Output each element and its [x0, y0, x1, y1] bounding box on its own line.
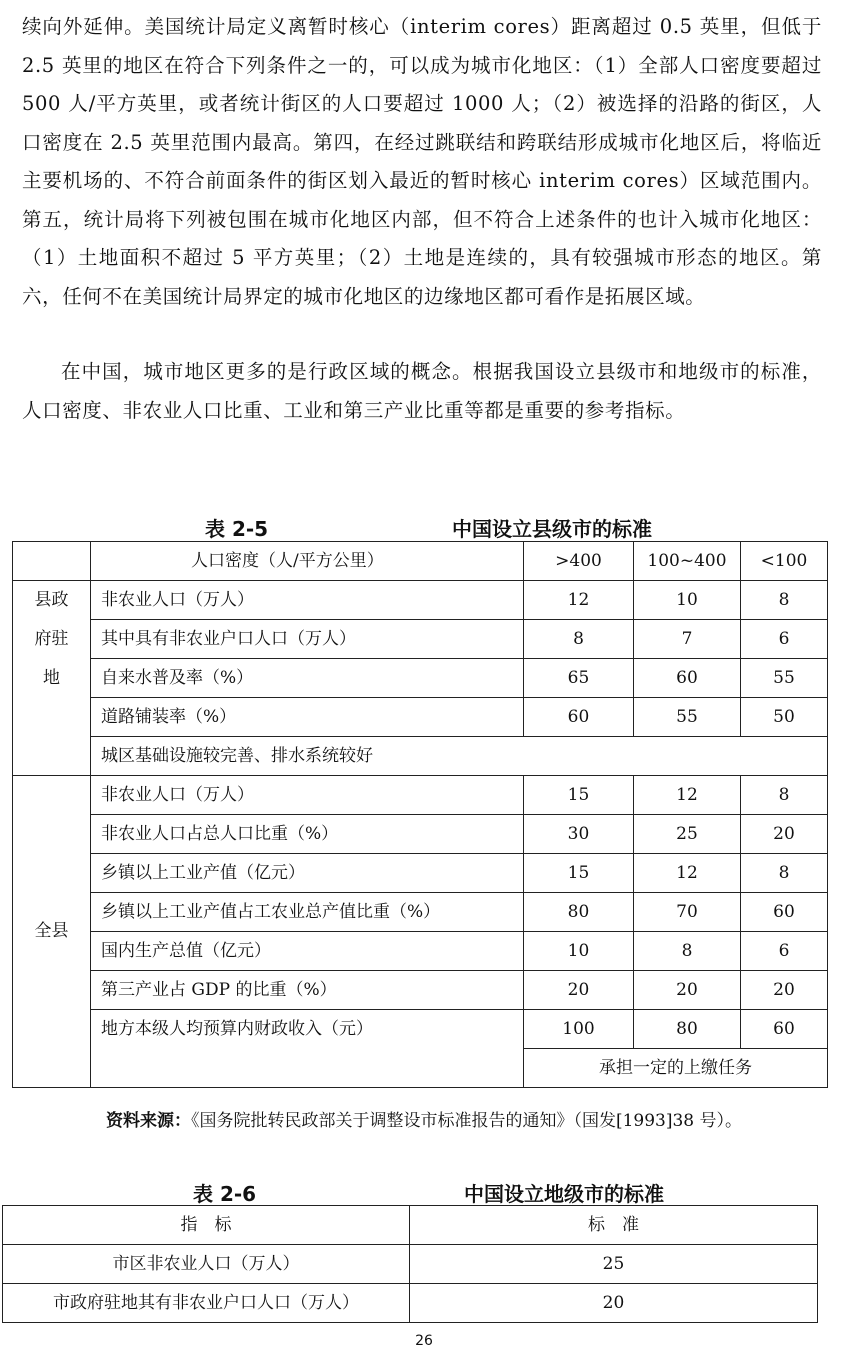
cell-value: 80	[634, 1010, 741, 1049]
density-label: 人口密度（人/平方公里）	[91, 542, 524, 581]
table-row	[13, 893, 828, 932]
cell-value: 60	[741, 1010, 828, 1049]
body-paragraph-2: 在中国，城市地区更多的是行政区域的概念。根据我国设立县级市和地级市的标准，人口密度、非农业人口比重、工业和第三产业比重等都是重要的参考指标。	[22, 360, 822, 422]
cell-value: 20	[524, 971, 634, 1010]
cell-value: 6	[741, 620, 828, 659]
cell-value: 60	[524, 698, 634, 737]
cell-value: 7	[634, 620, 741, 659]
row-label: 乡镇以上工业产值占工农业总产值比重（%）	[91, 893, 524, 932]
table-row	[13, 776, 828, 815]
cell-value: 25	[410, 1245, 818, 1284]
density-col-2: 100~400	[634, 542, 741, 581]
cell-value: 8	[741, 581, 828, 620]
cell-value: 8	[634, 932, 741, 971]
empty-corner-cell	[13, 542, 91, 581]
body-paragraph-1: 续向外延伸。美国统计局定义离暂时核心（interim cores）距离超过 0.5 英里，但低于 2.5 英里的地区在符合下列条件之一的，可以成为城市化地区：（1）全部人口密度要超过 500 人/平方英里，或者统计街区的人口要超过 1000 人；（2）被选择的沿路的街区，人口密度在 2.5 英里范围内最高。第四，在经过跳联结和跨联结形成城市化地区后，将临近主要机场的、不符合前面条件的街区划入最近的暂时核心 interim cores）区域范围内。第五，统计局将下列被包围在城市化地区内部，但不符合上述条件的也计入城市化地区：（1）土地面积不超过 5 平方英里；（2）土地是连续的，具有较强城市形态的地区。第六，任何不在美国统计局界定的城市化地区的边缘地区都可看作是拓展区域。	[22, 15, 822, 308]
table-2-6-title: 中国设立地级市的标准	[464, 1182, 664, 1206]
table-row	[13, 932, 828, 971]
source-note	[0, 1106, 848, 1131]
row-label: 地方本级人均预算内财政收入（元）	[91, 1010, 524, 1088]
cell-value: 55	[634, 698, 741, 737]
cell-value: 8	[524, 620, 634, 659]
cell-value: 20	[634, 971, 741, 1010]
row-label: 国内生产总值（亿元）	[91, 932, 524, 971]
table-row	[3, 1245, 818, 1284]
cell-value: 12	[634, 776, 741, 815]
cell-value: 55	[741, 659, 828, 698]
cell-value: 12	[524, 581, 634, 620]
table-row	[13, 737, 828, 776]
density-col-1: >400	[524, 542, 634, 581]
group2-note: 承担一定的上缴任务	[524, 1049, 828, 1088]
row-label: 非农业人口（万人）	[91, 776, 524, 815]
row-label: 市政府驻地其有非农业户口人口（万人）	[3, 1284, 410, 1323]
table-header-row	[13, 542, 828, 581]
cell-value: 60	[634, 659, 741, 698]
cell-value: 80	[524, 893, 634, 932]
row-label: 非农业人口占总人口比重（%）	[91, 815, 524, 854]
row-label: 乡镇以上工业产值（亿元）	[91, 854, 524, 893]
table-row	[13, 659, 828, 698]
cell-value: 60	[741, 893, 828, 932]
cell-value: 6	[741, 932, 828, 971]
table-row	[13, 971, 828, 1010]
header-standard: 标 准	[410, 1206, 818, 1245]
page-number: 26	[415, 1333, 433, 1349]
table-2-6-label: 表 2-6	[193, 1182, 257, 1206]
table-row	[13, 620, 828, 659]
table-row	[13, 1010, 828, 1049]
cell-value: 15	[524, 854, 634, 893]
cell-value: 70	[634, 893, 741, 932]
table-2-5-title: 中国设立县级市的标准	[452, 517, 652, 541]
group-whole-county: 全县	[13, 776, 91, 1088]
cell-value: 8	[741, 854, 828, 893]
cell-value: 50	[741, 698, 828, 737]
source-label: 资料来源：	[105, 1111, 191, 1131]
table-2-5-label: 表 2-5	[205, 517, 269, 541]
table-row	[13, 854, 828, 893]
table-2-5	[12, 541, 828, 1088]
table-row	[3, 1284, 818, 1323]
density-col-3: <100	[741, 542, 828, 581]
row-label: 道路铺装率（%）	[91, 698, 524, 737]
cell-value: 65	[524, 659, 634, 698]
table-row	[13, 815, 828, 854]
row-label: 市区非农业人口（万人）	[3, 1245, 410, 1284]
cell-value: 20	[741, 815, 828, 854]
cell-value: 12	[634, 854, 741, 893]
table-row	[13, 698, 828, 737]
cell-value: 20	[741, 971, 828, 1010]
group1-note: 城区基础设施较完善、排水系统较好	[91, 737, 828, 776]
cell-value: 10	[524, 932, 634, 971]
table-header-row	[3, 1206, 818, 1245]
cell-value: 20	[410, 1284, 818, 1323]
cell-value: 30	[524, 815, 634, 854]
cell-value: 15	[524, 776, 634, 815]
header-indicator: 指 标	[3, 1206, 410, 1245]
row-label: 非农业人口（万人）	[91, 581, 524, 620]
row-label: 第三产业占 GDP 的比重（%）	[91, 971, 524, 1010]
cell-value: 8	[741, 776, 828, 815]
row-label: 自来水普及率（%）	[91, 659, 524, 698]
source-text: 《国务院批转民政部关于调整设市标准报告的通知》（国发[1993]38 号）。	[190, 1111, 743, 1131]
cell-value: 25	[634, 815, 741, 854]
table-2-6	[2, 1205, 818, 1323]
cell-value: 100	[524, 1010, 634, 1049]
table-row	[13, 581, 828, 620]
group-county-seat: 县政府驻地	[13, 581, 91, 776]
cell-value: 10	[634, 581, 741, 620]
row-label: 其中具有非农业户口人口（万人）	[91, 620, 524, 659]
